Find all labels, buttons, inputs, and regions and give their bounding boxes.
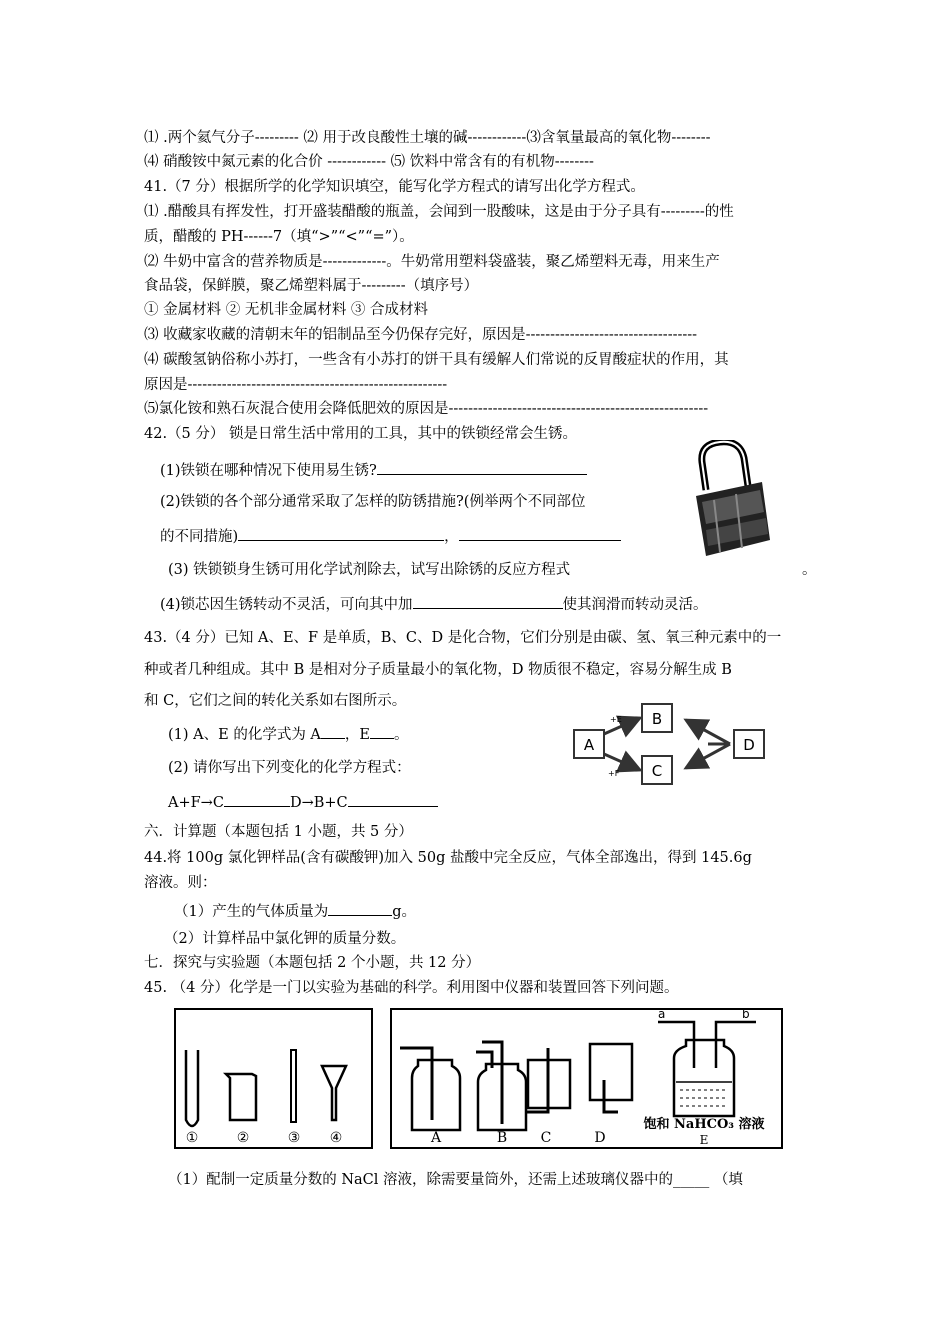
- q44-line-3: [174, 901, 416, 922]
- label-2: ②: [236, 1130, 250, 1146]
- label-4: ④: [329, 1130, 343, 1146]
- beaker-icon: [226, 1074, 256, 1120]
- answer-blank[interactable]: [413, 594, 563, 609]
- answer-blank[interactable]: [348, 792, 438, 807]
- glassware-figure: [174, 1008, 374, 1150]
- q42-q2-text: 的不同措施): [160, 529, 239, 545]
- q40-line-2: ⑷ 硝酸铵中氮元素的化合价 ------------ ⑸ 饮料中常含有的有机物--------: [144, 154, 594, 170]
- apparatus-d: [590, 1044, 632, 1112]
- q41-line-8: ⑸氯化铵和熟石灰混合使用会降低肥效的原因是-----------------------------------------------------: [144, 401, 709, 417]
- edge-label-e: +E: [610, 715, 622, 724]
- q44-q1-end: g。: [392, 904, 417, 920]
- padlock-icon: [690, 440, 774, 560]
- q42-q1-text: (1)铁锁在哪种情况下使用易生锈?: [160, 463, 377, 479]
- answer-blank[interactable]: [459, 526, 621, 541]
- q43-line-2: 和 C，它们之间的转化关系如右图所示。: [144, 693, 407, 709]
- q41-line-4: 食品袋，保鲜膜，聚乙烯塑料属于---------（填序号）: [144, 278, 479, 294]
- q41-line-6: ⑷ 碳酸氢钠俗称小苏打，一些含有小苏打的饼干具有缓解人们常说的反胃酸症状的作用，其: [144, 352, 729, 368]
- node-c: C: [651, 762, 663, 780]
- q43-q1-mid: ，E: [344, 727, 370, 743]
- q44-line-4: （2）计算样品中氯化钾的质量分数。: [164, 931, 406, 947]
- section-7-title: 七．探究与实验题（本题包括 2 个小题，共 12 分）: [144, 955, 481, 971]
- q42-title: 42.（5 分） 锁是日常生活中常用的工具，其中的铁锁经常会生锈。: [144, 426, 578, 442]
- q41-line-2: 质，醋酸的 PH------7（填“>”“<”“=”）。: [144, 229, 414, 245]
- label-3: ③: [287, 1130, 301, 1146]
- apparatus-c: [526, 1048, 570, 1112]
- answer-blank[interactable]: [328, 901, 392, 916]
- answer-blank[interactable]: [370, 724, 394, 739]
- q43-q1-text: (1) A、E 的化学式为 A: [168, 727, 321, 743]
- q42-line-2: (2)铁锁的各个部分通常采取了怎样的防锈措施?(例举两个不同部位: [160, 494, 586, 510]
- node-b: B: [651, 710, 663, 728]
- tube-label-a: a: [658, 1008, 666, 1021]
- answer-blank[interactable]: [224, 792, 290, 807]
- q41-line-3: ⑵ 牛奶中富含的营养物质是-------------。牛奶常用塑料袋盛装，聚乙烯塑料无毒，用来生产: [144, 254, 720, 270]
- q42-line-1: [160, 460, 587, 481]
- answer-blank[interactable]: [238, 526, 444, 541]
- q43-q1-end: 。: [394, 727, 409, 743]
- apparatus-a: [400, 1048, 460, 1130]
- label-e: E: [699, 1133, 709, 1147]
- q43-eq1: A+F→C: [168, 795, 224, 811]
- q41-line-1: ⑴ .醋酸具有挥发性，打开盛装醋酸的瓶盖，会闻到一股酸味，这是由于分子具有---------的性: [144, 204, 734, 220]
- label-b: B: [496, 1130, 508, 1146]
- q42-line-4: (3) 铁锁锁身生锈可用化学试剂除去，试写出除锈的反应方程式: [168, 562, 571, 578]
- label-1: ①: [185, 1130, 199, 1146]
- q42-q4-text: (4)锁芯因生锈转动不灵活，可向其中加: [160, 597, 413, 613]
- funnel-icon: [322, 1066, 346, 1120]
- q43-line-3: [168, 724, 409, 745]
- section-6-title: 六．计算题（本题包括 1 小题，共 5 分）: [144, 824, 413, 840]
- q42-q4-end: 使其润滑而转动灵活。: [562, 597, 708, 613]
- q41-title: 41.（7 分）根据所学的化学知识填空，能写化学方程式的请写出化学方程式。: [144, 179, 645, 195]
- apparatus-figure: [390, 1008, 784, 1150]
- q43-line-1: 种或者几种组成。其中 B 是相对分子质量最小的氧化物，D 物质很不稳定，容易分解生成 B: [144, 662, 732, 678]
- q42-line-5: [160, 594, 708, 615]
- q44-q1-text: （1）产生的气体质量为: [174, 904, 329, 920]
- q43-eq2: D→B+C: [289, 795, 348, 811]
- q43-line-4: (2) 请你写出下列变化的化学方程式：: [168, 760, 411, 776]
- answer-blank[interactable]: [321, 724, 345, 739]
- node-a: A: [583, 736, 595, 754]
- solution-label: 饱和 NaHCO₃ 溶液: [643, 1117, 765, 1132]
- q41-line-5: ⑶ 收藏家收藏的清朝末年的铝制品至今仍保存完好，原因是-----------------------------------: [144, 327, 698, 343]
- tube-label-b: b: [742, 1008, 750, 1021]
- q42-line-4-end: 。: [802, 562, 817, 578]
- q43-title: 43.（4 分）已知 A、E、F 是单质，B、C、D 是化合物，它们分别是由碳、氢、氧三种元素中的一: [144, 630, 782, 646]
- q41-line-7: 原因是-----------------------------------------------------: [144, 377, 448, 393]
- answer-blank[interactable]: [377, 460, 587, 475]
- test-tube-icon: [186, 1050, 198, 1126]
- label-d: D: [594, 1130, 606, 1146]
- conversion-diagram: [568, 700, 778, 796]
- edge-label-f: +F: [608, 769, 620, 778]
- apparatus-b: [476, 1042, 526, 1130]
- q41-options: ① 金属材料 ② 无机非金属材料 ③ 合成材料: [144, 302, 429, 318]
- q44-line-2: 溶液。则：: [144, 875, 217, 891]
- label-c: C: [540, 1130, 552, 1146]
- q44-line-1: 44.将 100g 氯化钾样品(含有碳酸钾)加入 50g 盐酸中完全反应，气体全部逸出，得到 145.6g: [144, 850, 752, 866]
- node-d: D: [743, 736, 755, 754]
- q40-line-1: ⑴ .两个氦气分子--------- ⑵ 用于改良酸性土壤的碱------------⑶含氧量最高的氧化物--------: [144, 130, 711, 146]
- q45-title: 45. （4 分）化学是一门以实验为基础的科学。利用图中仪器和装置回答下列问题。: [144, 980, 679, 996]
- q45-line-1: （1）配制一定质量分数的 NaCl 溶液，除需要量筒外，还需上述玻璃仪器中的_____ （填: [168, 1172, 743, 1188]
- q42-line-3: [160, 526, 621, 547]
- glass-rod-icon: [291, 1050, 296, 1122]
- label-a: A: [430, 1130, 442, 1146]
- comma: ，: [444, 529, 459, 545]
- apparatus-e: [658, 1008, 756, 1116]
- q43-line-5: [168, 792, 438, 813]
